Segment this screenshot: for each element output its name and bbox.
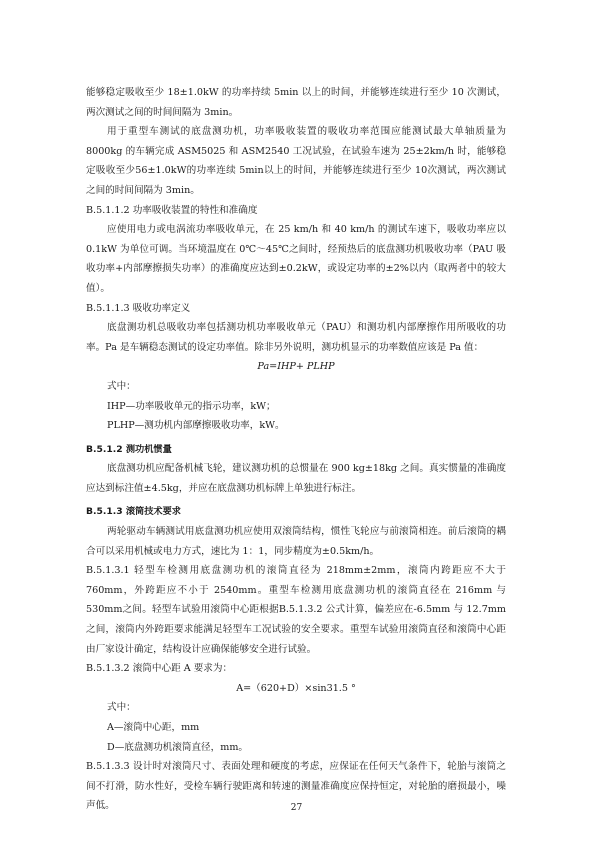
- paragraph-pau-accuracy: 应使用电力或电涡流功率吸收单元，在 25 km/h 和 40 km/h 的测试车速下，吸收功率应以 0.1kW 为单位可调。当环境温度在 0℃～45℃之间时，经预热后的底盘测功机吸收功率（PAU 吸收功率+内部摩擦损失功率）的准确度应达到±0.2kW，或设定功率的±2%以内（取两者中的较大值）。: [86, 224, 506, 294]
- paragraph-b5131: B.5.1.3.1 轻型车检测用底盘测功机的滚筒直径为 218mm±2mm，滚筒内跨距应不大于 760mm，外跨距应不小于 2540mm。重型车检测用底盘测功机的滚筒直径在 216mm 与 530mm之间。轻型车试验用滚筒中心距根据B.5.1.3.2 公式计算，偏差应在-6.5mm 与 12.7mm 之间，滚筒内外跨距要求能满足轻型车工况试验的安全要求。重型车试验用滚筒直径和滚筒中心距由厂家设计确定，结构设计应确保能够安全进行试验。: [86, 565, 506, 655]
- section-heading-b513: B.5.1.3 滚筒技术要求: [86, 506, 181, 518]
- definition-a: A—滚筒中心距，mm: [107, 722, 200, 733]
- paragraph-heavy-vehicle-power: 用于重型车测试的底盘测功机，功率吸收装置的吸收功率范围应能测试最大单轴质量为 8000kg 的车辆完成 ASM5025 和 ASM2540 工况试验，在试验车速为 25±2km/h 时，能够稳定吸收至少56±1.0kW的功率连续 5min以上的时间，并能够连续进行至少 10次测试，两次测试之间的时间间隔为 3min。: [86, 126, 506, 196]
- formula-roller-center-distance: A=（620+D）×sin31.5 °: [236, 682, 356, 694]
- paragraph-b5133: B.5.1.3.3 设计时对滚筒尺寸、表面处理和硬度的考虑，应保证在任何天气条件下，轮胎与滚筒之间不打滑，防水性好，受检车辆行驶距离和转速的测量准确度应保持恒定，对轮胎的磨损最小，噪声低。: [86, 761, 506, 812]
- paragraph-continuation: 能够稳定吸收至少 18±1.0kW 的功率持续 5min 以上的时间，并能够连续进行至少 10 次测试，两次测试之间的时间间隔为 3min。: [86, 87, 506, 118]
- paragraph-absorbed-power-definition: 底盘测功机总吸收功率包括测功机功率吸收单元（PAU）和测功机内部摩擦作用所吸收的功率。Pa 是车辆稳态测试的设定功率值。除非另外说明，测功机显示的功率数值应该是 Pa 值：: [86, 322, 506, 353]
- where-label-2: 式中：: [107, 702, 136, 714]
- section-heading-b5132: B.5.1.3.2 滚筒中心距 A 要求为：: [86, 663, 233, 675]
- page-number: 27: [290, 803, 303, 813]
- formula-pa: Pa=IHP+ PLHP: [257, 361, 335, 373]
- section-heading-b51112: B.5.1.1.2 功率吸收装置的特性和准确度: [86, 204, 258, 216]
- definition-plhp: PLHP—测功机内部摩擦吸收功率，kW。: [107, 420, 285, 432]
- definition-ihp: IHP—功率吸收单元的指示功率，kW；: [107, 400, 276, 412]
- paragraph-inertia: 底盘测功机应配备机械飞轮，建议测功机的总惯量在 900 kg±18kg 之间。真实惯量的准确度应达到标注值±4.5kg，并应在底盘测功机标牌上单独进行标注。: [86, 463, 506, 494]
- page-content: [86, 83, 506, 816]
- paragraph-roller-structure: 两轮驱动车辆测试用底盘测功机应使用双滚筒结构，惯性飞轮应与前滚筒相连。前后滚筒的耦合可以采用机械或电力方式，速比为 1：1，同步精度为±0.5km/h。: [86, 526, 506, 557]
- where-label-1: 式中：: [107, 380, 136, 392]
- definition-d: D—底盘测功机滚筒直径，mm。: [107, 741, 249, 753]
- section-heading-b512: B.5.1.2 测功机惯量: [86, 443, 172, 455]
- section-heading-b51113: B.5.1.1.3 吸收功率定义: [86, 302, 191, 314]
